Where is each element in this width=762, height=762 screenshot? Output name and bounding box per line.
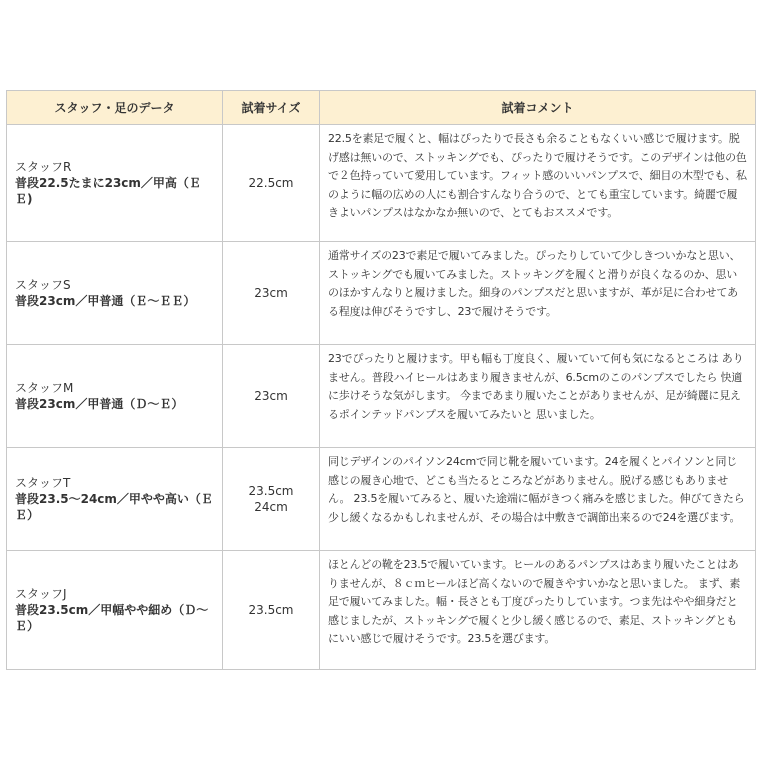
header-fitting-comment: 試着コメント xyxy=(320,91,756,125)
staff-name: スタッフT xyxy=(15,476,71,490)
fitting-size-option: 24cm xyxy=(254,500,288,514)
staff-foot-data: 普段22.5たまに23cm／甲高（ＥＥ) xyxy=(15,176,201,206)
fitting-comment: 22.5を素足で履くと、幅はぴったりで長さも余ることもなくいい感じで履けます。脱げ感は無いので、ストッキングでも、ぴったりで履けそうです。このデザインは他の色で２色持っていて愛用しています。フィット感のいいパンプスで、細目の木型でも、私のように幅の広めの人にも割合すんなり合うので、とても重宝しています。綺麗で履きよいパンプスはなかなか無いので、とてもおススメです。 xyxy=(320,125,756,242)
staff-name: スタッフM xyxy=(15,381,74,395)
staff-foot-data: 普段23cm／甲普通（Ｅ～ＥＥ） xyxy=(15,294,196,308)
fitting-comment: ほとんどの靴を23.5で履いています。ヒールのあるパンプスはあまり履いたことはありませんが、８ｃｍヒールほど高くないので履きやすいかなと思いました。 まず、素足で履いてみました。幅・長さとも丁度ぴったりしています。つま先はやや細身だと感じましたが、ストッキングで履くと少し緩く感じるので、素足、ストッキングともにいい感じで履けそうです。23.5を選びます。 xyxy=(320,551,756,670)
staff-cell xyxy=(7,125,223,242)
header-staff-foot-data: スタッフ・足のデータ xyxy=(7,91,223,125)
fitting-size: 23.5cm xyxy=(223,551,320,670)
fitting-size: 23cm xyxy=(223,345,320,448)
fitting-size: 22.5cm xyxy=(223,125,320,242)
fitting-size-option: 23.5cm xyxy=(248,484,294,498)
staff-cell xyxy=(7,448,223,551)
fitting-review-table xyxy=(6,90,756,670)
staff-cell xyxy=(7,242,223,345)
fitting-size xyxy=(223,448,320,551)
staff-name: スタッフJ xyxy=(15,587,67,601)
table-row xyxy=(7,345,756,448)
staff-foot-data: 普段23.5cm／甲幅やや細め（Ｄ～Ｅ） xyxy=(15,603,209,633)
staff-cell xyxy=(7,551,223,670)
table-row xyxy=(7,125,756,242)
fitting-comment: 同じデザインのパイソン24cmで同じ靴を履いています。24を履くとパイソンと同じ感じの履き心地で、どこも当たるところなどがありません。脱げる感じもありません。 23.5を履いてみると、履いた途端に幅がきつく痛みを感じました。伸びてきたら少し緩くなるかもしれませんが、その場合は中敷きで調節出来るので24を選びます。 xyxy=(320,448,756,551)
fitting-comment: 23でぴったりと履けます。甲も幅も丁度良く、履いていて何も気になるところは ありません。普段ハイヒールはあまり履きませんが、6.5cmのこのパンプスでしたら 快適に歩けそうな気がします。 今まであまり履いたことがありませんが、足が綺麗に見えるポインテッドパンプスを履いてみたいと 思いました。 xyxy=(320,345,756,448)
staff-foot-data: 普段23cm／甲普通（Ｄ～Ｅ） xyxy=(15,397,184,411)
staff-name: スタッフS xyxy=(15,278,71,292)
table-header-row xyxy=(7,91,756,125)
staff-name: スタッフR xyxy=(15,160,72,174)
staff-cell xyxy=(7,345,223,448)
header-fitting-size: 試着サイズ xyxy=(223,91,320,125)
fitting-comment: 通常サイズの23で素足で履いてみました。ぴったりしていて少しきついかなと思い、ストッキングでも履いてみました。ストッキングを履くと滑りが良くなるのか、思いのほかすんなりと履けました。細身のパンプスだと思いますが、革が足に合わせてある程度は伸びそうですし、23で履けそうです。 xyxy=(320,242,756,345)
fitting-size: 23cm xyxy=(223,242,320,345)
table-row xyxy=(7,448,756,551)
staff-foot-data: 普段23.5～24cm／甲やや高い（ＥＥ） xyxy=(15,492,213,522)
table-row xyxy=(7,551,756,670)
table-row xyxy=(7,242,756,345)
